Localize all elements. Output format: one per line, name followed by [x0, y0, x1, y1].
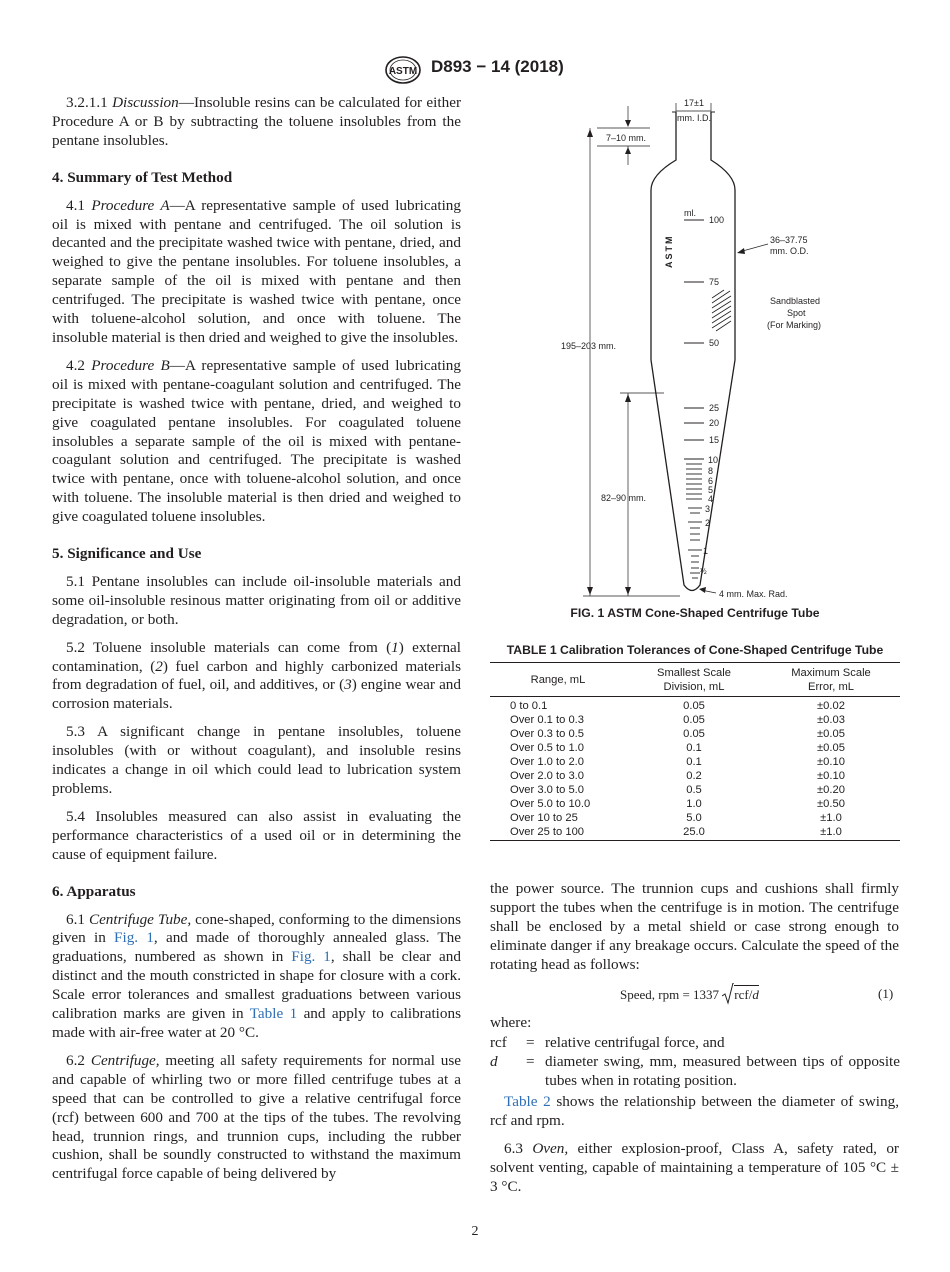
svg-text:100: 100 — [709, 215, 725, 225]
right-column-lower — [490, 1093, 899, 1197]
table-cell: Over 0.1 to 0.3 — [510, 714, 585, 726]
left-column — [52, 94, 461, 1184]
equation-1: Speed, rpm = 1337 rcf/d — [620, 983, 759, 1005]
table-cell: ±1.0 — [820, 812, 842, 824]
sandblasted-label: Sandblasted — [770, 296, 821, 306]
fig-1-link[interactable]: Fig. 1 — [291, 948, 331, 966]
definitions: rcf = relative centrifugal force, and d = diameter swing, mm, measured between tips of opposite tubes when in rotating position. — [490, 1034, 900, 1089]
table-row — [490, 727, 900, 741]
table-cell: Over 0.5 to 1.0 — [510, 742, 585, 754]
table-2-link[interactable]: Table 2 — [504, 1093, 551, 1110]
astm-logo — [383, 54, 423, 86]
table-cell: Over 1.0 to 2.0 — [510, 756, 585, 768]
tube-outline — [651, 112, 735, 591]
svg-text:20: 20 — [709, 418, 720, 428]
svg-text:8: 8 — [708, 466, 714, 476]
document-id: D893 − 14 (2018) — [431, 57, 564, 76]
table-1-header: Range, mL Smallest Scale Division, mL Maximum Scale Error, mL — [490, 666, 900, 694]
svg-text:4: 4 — [708, 494, 714, 504]
table-row — [490, 797, 900, 811]
table-cell: ±0.05 — [817, 728, 845, 740]
table-row — [490, 825, 900, 839]
table-cell: 1.0 — [686, 798, 702, 810]
table-row — [490, 699, 900, 713]
dim-top-sub-label: mm. I.D. — [677, 113, 711, 123]
svg-text:75: 75 — [709, 277, 720, 287]
figure-1-centrifuge-tube — [540, 92, 870, 604]
dim-mouth-label: 7–10 mm. — [606, 133, 647, 143]
svg-text:25: 25 — [709, 403, 720, 413]
table-cell: 25.0 — [683, 826, 705, 838]
svg-text:50: 50 — [709, 338, 720, 348]
table-cell: Over 2.0 to 3.0 — [510, 770, 585, 782]
ml-label: ml. — [684, 208, 696, 218]
table-cell: 0 to 0.1 — [510, 700, 548, 712]
table-cell: ±0.50 — [817, 798, 845, 810]
svg-text:½: ½ — [700, 567, 707, 576]
para-6-1: 6.1 Centrifuge Tube, cone-shaped, conforming to the dimensions given in Fig. 1, and made of thoroughly annealed glass. The graduations, numbered as shown in Fig. 1, shall be clear and distinct and the mouth constricted in shape for closure with a cork. Scale error tolerances and smallest graduations between various calibration marks are given in Table 1 and apply to calibrations made with air-free water at 20 °C. — [52, 910, 462, 1041]
para-6-2-continued: the power source. The trunnion cups and cushions shall firmly support the tubes when the centrifuge is in motion. The centrifuge shall be enclosed by a metal shield or case strong enough to eliminate danger if any breakage occurs. Calculate the speed of the rotating head as follows: — [490, 880, 899, 973]
table-cell: 0.1 — [686, 756, 702, 768]
table-cell: ±0.03 — [817, 714, 845, 726]
table-row — [490, 783, 900, 797]
svg-text:6: 6 — [708, 476, 714, 486]
table-cell: ±0.20 — [817, 784, 845, 796]
para-5-3: 5.3 A significant change in pentane insolubles, toluene insolubles (with or without coagulant), and insoluble resins indicates a change in oil which could lead to lubrication system problems. — [52, 723, 461, 797]
svg-text:3: 3 — [705, 504, 711, 514]
dim-top-label: 17±1 — [684, 98, 704, 108]
table-cell: Over 0.3 to 0.5 — [510, 728, 585, 740]
table-cell: Over 3.0 to 5.0 — [510, 784, 585, 796]
table-1-title: TABLE 1 Calibration Tolerances of Cone-Shaped Centrifuge Tube — [506, 643, 884, 657]
radius-label: 4 mm. Max. Rad. — [719, 589, 788, 599]
right-column — [490, 880, 899, 975]
svg-text:2: 2 — [705, 518, 711, 528]
para-5-1: 5.1 Pentane insolubles can include oil-insoluble materials and some oil-insoluble resinous matter originating from oil or additive degradation, or both. — [52, 572, 461, 628]
table-cell: ±1.0 — [820, 826, 842, 838]
svg-text:1: 1 — [703, 546, 709, 556]
table-row — [490, 755, 900, 769]
equation-number: (1) — [878, 986, 894, 1001]
graduation-labels — [700, 215, 724, 576]
table-cell: Over 10 to 25 — [510, 812, 578, 824]
astm-vertical-label: ASTM — [664, 234, 674, 268]
para-5-4: 5.4 Insolubles measured can also assist in evaluating the performance characteristics of a used oil or in determining the cause of equipment failure. — [52, 807, 461, 863]
dim-cone-label: 82–90 mm. — [601, 493, 647, 503]
para-6-3: 6.3 Oven, either explosion-proof, Class A, safety rated, or solvent venting, capable of maintaining a temperature of 105 °C ± 3 °C. — [490, 1139, 899, 1195]
sandblasted-spot — [712, 290, 731, 331]
table-row — [490, 811, 900, 825]
dim-od-sub-label: mm. O.D. — [770, 246, 809, 256]
para-3-2-1-1: 3.2.1.1 Discussion—Insoluble resins can be calculated for either Procedure A or B by subtracting the toluene insolubles from the pentane insolubles. — [52, 94, 461, 149]
table-row — [490, 769, 900, 783]
page-number: 2 — [471, 1224, 479, 1239]
figure-1-caption: FIG. 1 ASTM Cone-Shaped Centrifuge Tube — [570, 606, 820, 620]
table-row — [490, 741, 900, 755]
table-row — [490, 713, 900, 727]
table-cell: ±0.02 — [817, 700, 845, 712]
table-cell: 0.05 — [683, 700, 705, 712]
spot-label: Spot — [787, 308, 806, 318]
table-cell: 5.0 — [686, 812, 702, 824]
table-cell: 0.5 — [686, 784, 702, 796]
svg-text:10: 10 — [708, 455, 719, 465]
section-6-heading: 6. Apparatus — [52, 882, 136, 900]
para-table-2: Table 2 shows the relationship between the diameter of swing, rcf and rpm. — [490, 1093, 899, 1129]
table-cell: 0.1 — [686, 742, 702, 754]
table-1-body — [490, 699, 900, 839]
table-cell: Over 5.0 to 10.0 — [510, 798, 591, 810]
table-cell: ±0.10 — [817, 756, 845, 768]
para-5-2: 5.2 Toluene insoluble materials can come from (1) external contamination, (2) fuel carbon and highly carbonized materials from degradation of fuel, oil, and additives, or (3) engine wear and corrosion materials. — [52, 638, 461, 713]
section-4-heading: 4. Summary of Test Method — [52, 168, 233, 186]
section-5-heading: 5. Significance and Use — [52, 545, 202, 563]
para-6-2: 6.2 Centrifuge, meeting all safety requirements for normal use and capable of whirling two or more filled centrifuge tubes at a speed that can be controlled to give a relative centrifugal force (rcf) between 600 and 700 at the tips of the tubes. The revolving head, trunnion rings, and trunnion cups, including the rubber cushion, shall be soundly constructed to withstand the maximum centrifugal force capable of being delivered by — [52, 1051, 461, 1183]
para-4-1: 4.1 Procedure A—A representative sample of used lubricating oil is mixed with pentane and centrifuged. The oil solution is decanted and the precipitate washed twice with pentane, dried, and weighed to give the pentane insolubles. For toluene insolubles, a separate sample of the oil is mixed with pentane and then centrifuged. The precipitate is washed twice with pentane, once with toluene-alcohol solution, and once with toluene. The insoluble material is then dried and weighed to give the insolubles. — [52, 196, 461, 346]
table-cell: ±0.10 — [817, 770, 845, 782]
dim-od-label: 36–37.75 — [770, 235, 808, 245]
table-cell: Over 25 to 100 — [510, 826, 585, 838]
logo-text: ASTM — [388, 66, 418, 77]
table-cell: ±0.05 — [817, 742, 845, 754]
for-marking-label: (For Marking) — [767, 320, 822, 330]
where-label: where: — [490, 1014, 532, 1031]
graduation-marks — [684, 220, 704, 578]
col-range-header: Range, mL — [530, 674, 586, 686]
fig-1-link[interactable]: Fig. 1 — [114, 929, 154, 947]
table-cell: 0.2 — [686, 770, 702, 782]
table-cell: 0.05 — [683, 728, 705, 740]
para-4-2: 4.2 Procedure B—A representative sample of used lubricating oil is mixed with pentane-coagulant solution and centrifuged. The precipitate is washed twice with pentane, dried, and weighed to give coagulated pentane insolubles. For coagulated toluene insolubles a separate sample of the oil is mixed with pentane-coagulant solution and centrifuged. The precipitate is washed twice with pentane, once with toluene-alcohol solution, and once with toluene. The insoluble material is then dried and weighed to give coagulated toluene insolubles. — [52, 356, 461, 526]
table-1-link[interactable]: Table 1 — [249, 1005, 298, 1023]
table-cell: 0.05 — [683, 714, 705, 726]
dim-total-label: 195–203 mm. — [561, 341, 617, 351]
svg-text:15: 15 — [709, 435, 720, 445]
svg-text:5: 5 — [708, 485, 714, 495]
